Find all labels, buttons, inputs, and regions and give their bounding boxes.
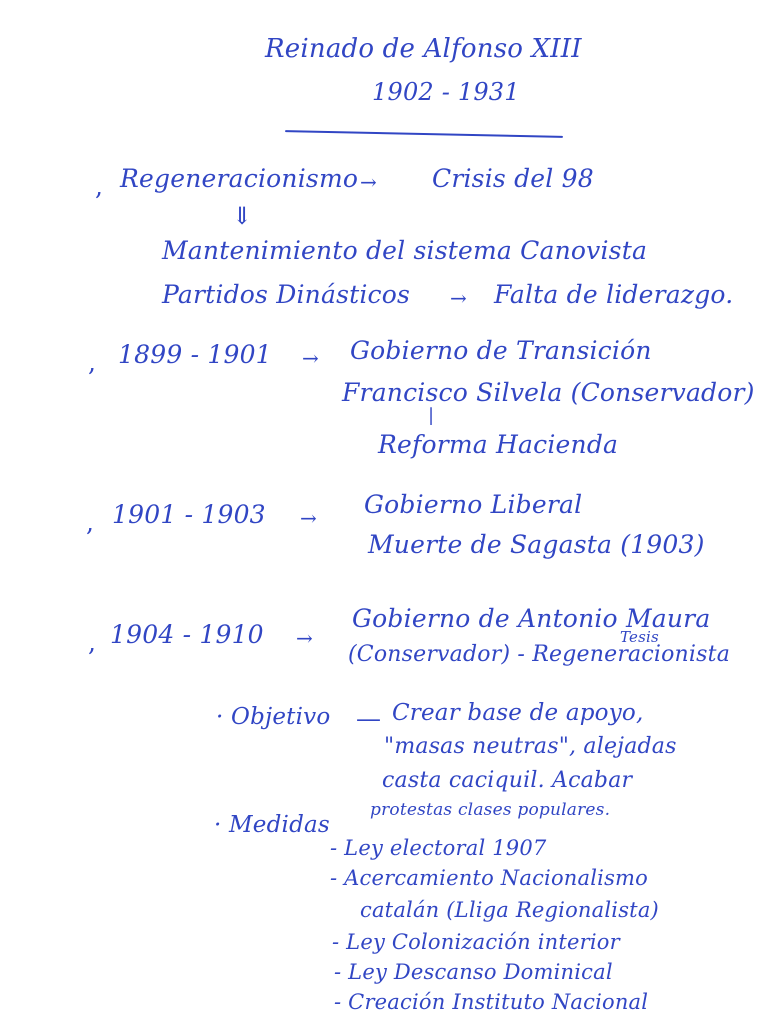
silvela-dates: 1899 - 1901	[118, 340, 272, 369]
bullet-silvela: ,	[88, 348, 97, 377]
arrow-right-icon: →	[300, 506, 317, 530]
silvela-line2: Francisco Silvela (Conservador)	[342, 378, 755, 407]
regen-term: Regeneracionismo	[120, 164, 359, 193]
title-underline	[285, 130, 563, 138]
regen-line1: Mantenimiento del sistema Canovista	[162, 236, 648, 265]
objetivo-line1: Crear base de apoyo,	[392, 700, 644, 726]
medida-item: - Acercamiento Nacionalismo	[330, 866, 649, 890]
title-years: 1902 - 1931	[372, 78, 520, 106]
maura-line2: (Conservador) - Regeneracionista	[348, 642, 731, 667]
objetivo-label: · Objetivo	[216, 704, 331, 730]
medida-item: catalán (Lliga Regionalista)	[360, 898, 659, 922]
regen-line2a: Partidos Dinásticos	[162, 280, 411, 309]
silvela-tick: |	[428, 405, 435, 426]
maura-line1: Gobierno de Antonio Maura	[352, 604, 711, 633]
medida-item: - Ley Colonización interior	[332, 930, 620, 954]
regen-line2b: Falta de liderazgo.	[494, 280, 734, 309]
silvela-line1: Gobierno de Transición	[350, 336, 652, 365]
liberal-dates: 1901 - 1903	[112, 500, 266, 529]
medida-item: - Creación Instituto Nacional	[334, 990, 649, 1014]
liberal-line1: Gobierno Liberal	[364, 490, 583, 519]
silvela-line3: Reforma Hacienda	[378, 430, 619, 459]
arrow-right-icon: →	[296, 626, 313, 650]
medida-item: - Ley electoral 1907	[330, 836, 547, 860]
arrow-right-icon: →	[450, 286, 467, 310]
arrow-right-icon: →	[302, 346, 319, 370]
objetivo-line3: casta caciquil. Acabar	[382, 768, 633, 793]
bullet-maura: ,	[88, 628, 97, 657]
arrow-down-icon: ⇓	[232, 202, 253, 230]
bullet-regen: ,	[95, 172, 104, 201]
maura-tesis-note: Tesis	[620, 628, 659, 646]
maura-dates: 1904 - 1910	[110, 620, 264, 649]
medidas-label: · Medidas	[214, 812, 330, 838]
medida-item: - Ley Descanso Dominical	[334, 960, 613, 984]
liberal-line2: Muerte de Sagasta (1903)	[368, 530, 705, 559]
objetivo-dash: —	[356, 704, 382, 733]
objetivo-line4: protestas clases populares.	[370, 800, 611, 820]
objetivo-line2: "masas neutras", alejadas	[384, 734, 677, 759]
page-title: Reinado de Alfonso XIII	[265, 34, 582, 64]
arrow-right-icon: →	[360, 170, 377, 194]
regen-result: Crisis del 98	[432, 164, 594, 193]
bullet-liberal: ,	[86, 508, 95, 537]
